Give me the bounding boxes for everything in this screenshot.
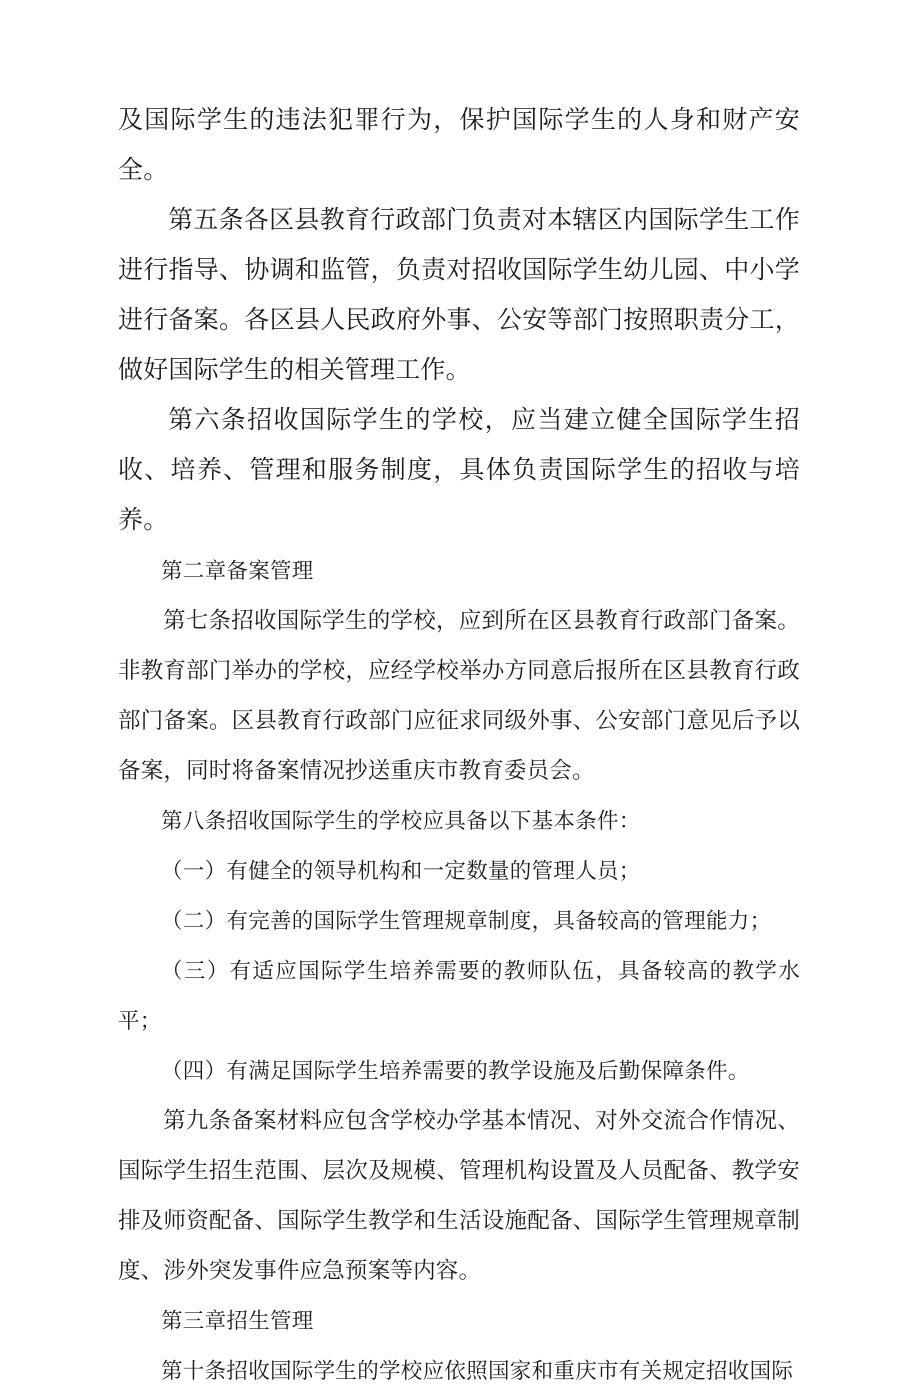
list-item: （三）有适应国际学生培养需要的教师队伍，具备较高的教学水平； [118,959,800,1033]
article-9: 第九条备案材料应包含学校办学基本情况、对外交流合作情况、国际学生招生范围、层次及规模、管理机构设置及人员配备、教学安排及师资配备、国际学生教学和生活设施配备、国际学生管理规章制度、涉外突发事件应急预案等内容。 [118,1108,800,1283]
chapter-heading-3: 第三章招生管理 [161,1309,314,1333]
list-item: （二）有完善的国际学生管理规章制度，具备较高的管理能力； [161,909,772,933]
article-6: 第六条招收国际学生的学校，应当建立健全国际学生招收、培养、管理和服务制度，具体负责国际学生的招收与培养。 [118,407,800,534]
chapter-heading-2: 第二章备案管理 [161,559,314,583]
list-item: （四）有满足国际学生培养需要的教学设施及后勤保障条件。 [161,1059,750,1083]
document-body [118,96,800,1396]
paragraph-continuation: 及国际学生的违法犯罪行为，保护国际学生的人身和财产安全。 [118,107,800,184]
article-8-lead: 第八条招收国际学生的学校应具备以下基本条件： [161,809,641,833]
list-item: （一）有健全的领导机构和一定数量的管理人员； [161,859,641,883]
article-10: 第十条招收国际学生的学校应依照国家和重庆市有关规定招收国际 [161,1359,794,1383]
article-5: 第五条各区县教育行政部门负责对本辖区内国际学生工作进行指导、协调和监管，负责对招收国际学生幼儿园、中小学进行备案。各区县人民政府外事、公安等部门按照职责分工，做好国际学生的相关管理工作。 [118,207,800,384]
article-7: 第七条招收国际学生的学校，应到所在区县教育行政部门备案。非教育部门举办的学校，应经学校举办方同意后报所在区县教育行政部门备案。区县教育行政部门应征求同级外事、公安部门意见后予以备案，同时将备案情况抄送重庆市教育委员会。 [118,608,800,783]
